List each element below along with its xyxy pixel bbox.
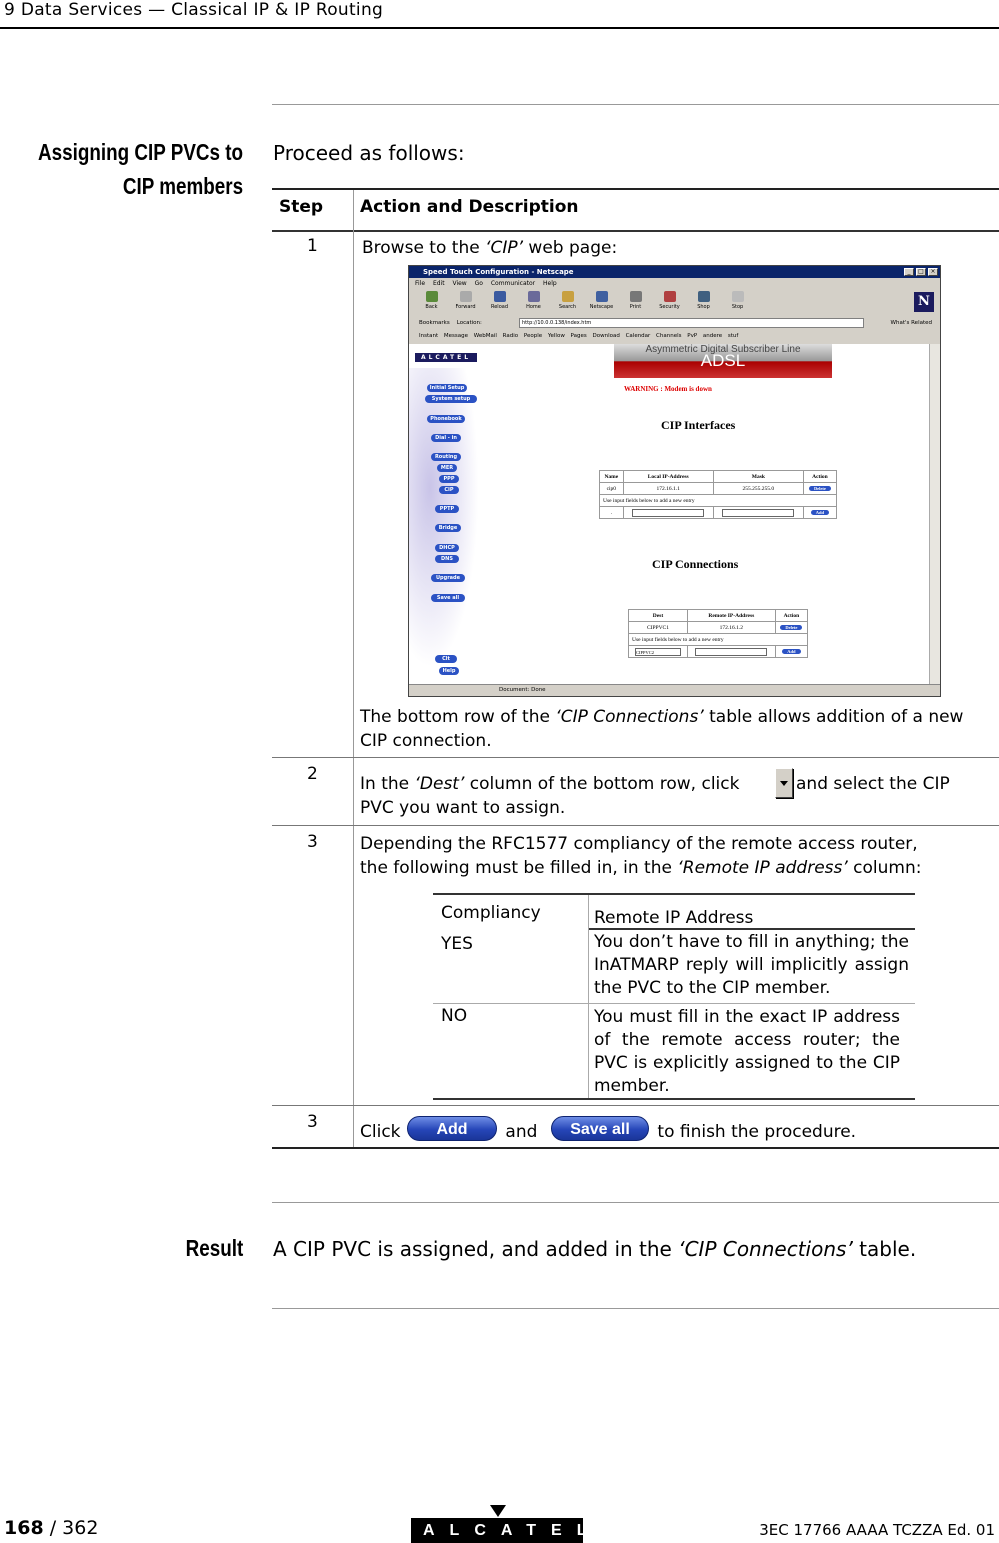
- toolbar-reload: Reload: [487, 291, 512, 310]
- table-column-separator: [353, 190, 354, 1148]
- compliancy-yes: YES: [441, 934, 473, 954]
- cip-interfaces-table: Name Local IP-Address Mask Action cip0 172.16.1.1 255.255.255.0 Delete Use input fields below to add a new entry . Add: [599, 470, 837, 519]
- chevron-down-icon: [780, 781, 788, 786]
- nav-ppp: PPP: [439, 475, 459, 483]
- alcatel-logo: ALCATEL: [415, 353, 477, 362]
- nav-dial-in: Dial - in: [431, 434, 461, 442]
- side-heading: [38, 135, 243, 203]
- step2-line1-end: and select the CIP: [796, 774, 950, 794]
- nav-dhcp: DHCP: [435, 544, 459, 552]
- browser-statusbar: Document: Done: [409, 684, 940, 696]
- print-icon: [630, 291, 642, 302]
- step3-line1: Depending the RFC1577 compliancy of the remote access router,: [360, 834, 918, 854]
- table-header-rule: [272, 230, 999, 232]
- url-field: http://10.0.0.138/index.htm: [519, 318, 864, 328]
- table-bottom-rule: [272, 1147, 999, 1149]
- reload-icon: [494, 291, 506, 302]
- home-icon: [528, 291, 540, 302]
- browser-screenshot: [408, 265, 941, 697]
- row-separator: [272, 825, 999, 826]
- compliancy-yes-text: You don’t have to fill in anything; the InATMARP reply will implicitly assign the PVC to the CIP member.: [594, 932, 909, 998]
- compliancy-no-text: You must fill in the exact IP address of the remote access router; the PVC is explicitly assigned to the CIP member.: [594, 1007, 900, 1096]
- step-number: 1: [307, 236, 318, 256]
- alcatel-triangle-icon: [490, 1505, 506, 1517]
- result-heading: Result: [185, 1235, 243, 1261]
- header-rule: [0, 27, 999, 29]
- toolbar-print: Print: [623, 291, 648, 310]
- nav-dns: DNS: [435, 555, 459, 563]
- forward-icon: [460, 291, 472, 302]
- nav-initial-setup: Initial Setup: [427, 384, 467, 392]
- warning-text: WARNING : Modem is down: [624, 385, 712, 393]
- personal-toolbar: Instant Message WebMail Radio People Yellow Pages Download Calendar Channels PvP andere stuf: [419, 333, 739, 339]
- nav-pptp: PPTP: [435, 505, 459, 513]
- location-bar: Bookmarks Location: http://10.0.0.138/index.htm What's Related: [419, 317, 936, 329]
- document-code: 3EC 17766 AAAA TCZZA Ed. 01: [759, 1521, 995, 1539]
- shop-icon: [698, 291, 710, 302]
- table-header-step: Step: [279, 197, 324, 217]
- web-page: [409, 344, 929, 684]
- window-titlebar: Speed Touch Configuration - Netscape: [409, 266, 940, 278]
- window-controls: [904, 268, 938, 276]
- nav-system-setup: System setup: [425, 395, 477, 403]
- remote-ip-header: Remote IP Address: [594, 908, 754, 928]
- minimize-icon: _: [904, 268, 914, 276]
- dropdown-arrow-button[interactable]: [775, 768, 793, 798]
- side-heading-line1: Assigning CIP PVCs to: [37, 139, 243, 165]
- nav-bridge: Bridge: [435, 524, 461, 532]
- nav-help: Help: [439, 667, 459, 675]
- nav-panel: [409, 368, 479, 668]
- maximize-icon: □: [916, 268, 926, 276]
- table-header-action: Action and Description: [360, 197, 579, 217]
- step-number: 3: [307, 832, 318, 852]
- nav-clt: Clt: [435, 655, 457, 663]
- toolbar-security: Security: [657, 291, 682, 310]
- nav-upgrade: Upgrade: [431, 574, 465, 582]
- add-button[interactable]: Add: [407, 1116, 497, 1141]
- cip-connections-table: Dest Remote IP-Address Action CIPPVC1 172.16.1.2 Delete Use input fields below to add a new entry CIPPVC2 Add: [628, 609, 808, 658]
- step-number: 3: [307, 1112, 318, 1132]
- cip-interfaces-title: CIP Interfaces: [661, 418, 736, 432]
- lock-icon: [664, 291, 676, 302]
- row-separator: [272, 1105, 999, 1106]
- step4-end: to finish the procedure.: [652, 1122, 857, 1142]
- section-top-rule: [272, 104, 999, 105]
- intro-text: Proceed as follows:: [273, 141, 465, 165]
- browser-toolbar: [419, 291, 750, 310]
- browser-menubar: File Edit View Go Communicator Help: [415, 280, 557, 287]
- adsl-banner: Asymmetric Digital Subscriber Line ADSL: [614, 344, 832, 378]
- step2-line2: PVC you want to assign.: [360, 798, 566, 818]
- page-number: 168 / 362: [4, 1517, 99, 1539]
- nav-phonebook: Phonebook: [427, 415, 465, 423]
- compliancy-row-separator: [433, 1003, 915, 1004]
- stop-icon: [732, 291, 744, 302]
- nav-save-all: Save all: [431, 594, 465, 602]
- table-top-rule: [272, 188, 999, 190]
- side-heading-line2: CIP members: [122, 173, 243, 199]
- step3-line2: the following must be filled in, in the ‘Remote IP address’ column:: [360, 858, 922, 878]
- alcatel-footer-logo: ALCATEL: [411, 1518, 583, 1543]
- compliancy-column-separator: [588, 895, 589, 1098]
- browser-scrollbar: [929, 344, 940, 684]
- nav-mer: MER: [437, 464, 457, 472]
- step1-text: Browse to the ‘CIP’ web page:: [362, 238, 618, 258]
- step-number: 2: [307, 764, 318, 784]
- netscape-icon: [596, 291, 608, 302]
- save-all-button[interactable]: Save all: [551, 1116, 649, 1141]
- toolbar-netscape: Netscape: [589, 291, 614, 310]
- close-icon: ×: [928, 268, 938, 276]
- toolbar-forward: Forward: [453, 291, 478, 310]
- row-separator: [272, 757, 999, 758]
- toolbar-home: Home: [521, 291, 546, 310]
- search-icon: [562, 291, 574, 302]
- running-header: 9 Data Services — Classical IP & IP Routing: [4, 0, 384, 20]
- netscape-logo: N: [914, 292, 934, 312]
- nav-cip: CIP: [439, 486, 459, 494]
- step1-after-text: The bottom row of the ‘CIP Connections’ table allows addition of a new CIP connection.: [360, 707, 964, 751]
- toolbar-back: Back: [419, 291, 444, 310]
- cip-connections-title: CIP Connections: [652, 557, 739, 571]
- compliancy-header: Compliancy: [441, 903, 541, 923]
- toolbar-search: Search: [555, 291, 580, 310]
- nav-routing: Routing: [431, 453, 461, 461]
- whats-related: What's Related: [890, 320, 932, 326]
- compliancy-no: NO: [441, 1006, 468, 1026]
- compliancy-table: [433, 893, 915, 1100]
- step4-and: and: [500, 1122, 543, 1142]
- back-icon: [426, 291, 438, 302]
- toolbar-stop: Stop: [725, 291, 750, 310]
- result-top-rule: [272, 1202, 999, 1203]
- step4-click: Click: [360, 1122, 401, 1142]
- result-text: A CIP PVC is assigned, and added in the ‘CIP Connections’ table.: [273, 1237, 917, 1261]
- step2-line1: In the ‘Dest’ column of the bottom row, click: [360, 774, 740, 794]
- result-bottom-rule: [272, 1308, 999, 1309]
- toolbar-shop: Shop: [691, 291, 716, 310]
